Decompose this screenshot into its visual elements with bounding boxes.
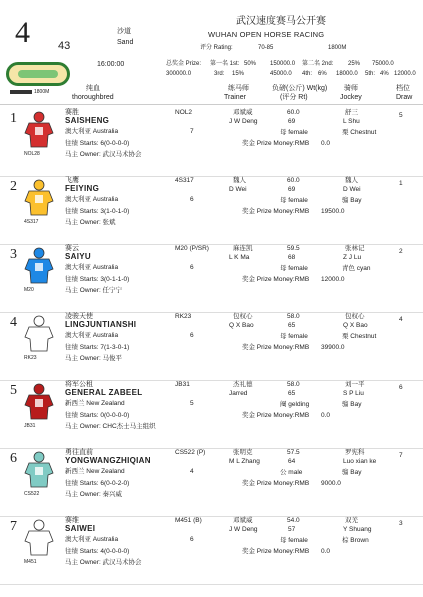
horse-color: 骝 Bay xyxy=(342,469,362,476)
prize-label: 总奖金 Prize: xyxy=(166,61,202,67)
horse-origin: 澳大利亚 Australia xyxy=(65,536,119,543)
prize-money xyxy=(242,480,341,487)
horse-name-en: FEIYING xyxy=(65,184,100,193)
horse-code: JB31 xyxy=(24,423,36,429)
race-title-cn: 武汉速度赛马公开赛 xyxy=(236,16,326,27)
horse-age: 6 xyxy=(190,332,194,339)
third-label: 3rd: xyxy=(214,71,225,77)
header-draw-en: Draw xyxy=(396,94,413,101)
prize-label: 奖金 Prize Money:RMB xyxy=(242,208,310,215)
prize-value: 0.0 xyxy=(321,412,331,419)
horse-name-en: LINGJUNTIANSHI xyxy=(65,320,137,329)
draw-number: 2 xyxy=(399,248,403,255)
horse-name-en: YONGWANGZHIQIAN xyxy=(65,456,151,465)
horse-owner: 马主 Owner: 秦兴威 xyxy=(65,491,123,498)
fifth-pct: 4% xyxy=(380,71,389,77)
header-trainer-en: Trainer xyxy=(224,94,246,101)
prize-total: 300000.0 xyxy=(166,71,192,77)
second-pct: 25% xyxy=(348,61,361,67)
fourth-pct: 6% xyxy=(318,71,327,77)
trainer-cn: 麻连凯 xyxy=(233,245,253,252)
draw-number: 7 xyxy=(399,452,403,459)
race-entry[interactable] xyxy=(0,515,423,585)
horse-age: 5 xyxy=(190,400,194,407)
prize-value: 9000.0 xyxy=(321,480,341,487)
jockey-silks-icon xyxy=(24,111,54,149)
horse-owner: 马主 Owner: 张斌 xyxy=(65,219,116,226)
rating-label: 评分 Rating: xyxy=(200,45,233,51)
header-rating: (评分 Rt) xyxy=(280,94,308,101)
entry-number: 6 xyxy=(10,451,17,466)
horse-gear: RK23 xyxy=(175,313,192,320)
horse-sex: 母 female xyxy=(280,265,308,272)
horse-origin: 澳大利亚 Australia xyxy=(65,196,119,203)
horse-name-en: GENERAL ZABEEL xyxy=(65,388,143,397)
trainer-en: M L Zhang xyxy=(229,458,260,465)
rating: 57 xyxy=(288,526,296,533)
header-breed-cn: 纯血 xyxy=(86,85,100,92)
horse-name-en: SAISHENG xyxy=(65,116,110,125)
third-amount: 45000.0 xyxy=(270,71,292,77)
header-jockey-en: Jockey xyxy=(340,94,362,101)
header-divider xyxy=(0,104,423,105)
header-trainer-cn: 练马师 xyxy=(228,85,249,92)
entry-number: 2 xyxy=(10,179,17,194)
header-draw-cn: 档位 xyxy=(396,85,410,92)
entry-number: 5 xyxy=(10,383,17,398)
prize-money xyxy=(242,140,330,147)
jockey-cn: 刘一平 xyxy=(345,381,365,388)
horse-name-cn: 凌骏天使 xyxy=(65,313,93,320)
horse-gear: 4S317 xyxy=(175,177,194,184)
prize-label: 奖金 Prize Money:RMB xyxy=(242,480,310,487)
track-scale-bar xyxy=(10,90,32,94)
prize-value: 19500.0 xyxy=(321,208,345,215)
weight: 59.5 xyxy=(287,245,300,252)
horse-owner: 马主 Owner: CHC杰士马主组织 xyxy=(65,423,156,430)
horse-owner: 马主 Owner: 武汉马术协会 xyxy=(65,151,142,158)
rating: 69 xyxy=(288,186,296,193)
rating: 65 xyxy=(288,322,296,329)
rating: 64 xyxy=(288,458,296,465)
fourth-label: 4th: xyxy=(302,71,313,77)
horse-starts: 往绩 Starts: 3(0-1-1-0) xyxy=(65,276,130,283)
horse-owner: 马主 Owner: 武汉马术协会 xyxy=(65,559,142,566)
horse-name-cn: 将军公租 xyxy=(65,381,93,388)
jockey-cn: 舒三 xyxy=(345,109,358,116)
horse-name-cn: 勇往直前 xyxy=(65,449,93,456)
horse-starts: 往绩 Starts: 6(0-0-0-0) xyxy=(65,140,130,147)
third-pct: 15% xyxy=(232,71,245,77)
trainer-cn: 魏人 xyxy=(233,177,246,184)
race-number: 4 xyxy=(15,16,30,49)
prize-label: 奖金 Prize Money:RMB xyxy=(242,412,310,419)
second-amount: 75000.0 xyxy=(372,61,394,67)
horse-sex: 母 female xyxy=(280,333,308,340)
jockey-en: S P Liu xyxy=(343,390,364,397)
weight: 58.0 xyxy=(287,313,300,320)
first-label: 第一名 1st: xyxy=(210,61,240,67)
horse-name-cn: 飞鹰 xyxy=(65,177,79,184)
horse-code: M451 xyxy=(24,559,37,565)
horse-sex: 母 female xyxy=(280,537,308,544)
horse-gear: JB31 xyxy=(175,381,190,388)
prize-label: 奖金 Prize Money:RMB xyxy=(242,140,310,147)
horse-code: M20 xyxy=(24,287,34,293)
horse-code: CS522 xyxy=(24,491,40,497)
horse-age: 6 xyxy=(190,536,194,543)
horse-color: 栗 Chestnut xyxy=(342,333,377,340)
weight: 57.5 xyxy=(287,449,300,456)
prize-value: 39900.0 xyxy=(321,344,345,351)
horse-sex: 公 male xyxy=(280,469,303,476)
prize-label: 奖金 Prize Money:RMB xyxy=(242,344,310,351)
draw-number: 4 xyxy=(399,316,403,323)
horse-age: 6 xyxy=(190,264,194,271)
trainer-en: J W Deng xyxy=(229,118,258,125)
horse-owner: 马主 Owner: 马俊平 xyxy=(65,355,123,362)
horse-color: 棕 Brown xyxy=(342,537,369,544)
surface-en: Sand xyxy=(117,39,134,46)
horse-name-cn: 赛胜 xyxy=(65,109,79,116)
rating: 69 xyxy=(288,118,296,125)
jockey-silks-icon xyxy=(24,179,54,217)
fourth-amount: 18000.0 xyxy=(336,71,358,77)
prize-money xyxy=(242,276,345,283)
jockey-en: Z J Lu xyxy=(343,254,362,261)
draw-number: 5 xyxy=(399,112,403,119)
horse-sex: 母 female xyxy=(280,129,308,136)
race-entry[interactable] xyxy=(0,311,423,381)
horse-origin: 澳大利亚 Australia xyxy=(65,332,119,339)
race-entry[interactable] xyxy=(0,175,423,245)
header-breed-en: thoroughbred xyxy=(72,94,114,101)
horse-starts: 往绩 Starts: 7(1-3-0-1) xyxy=(65,344,130,351)
horse-origin: 新西兰 New Zealand xyxy=(65,400,125,407)
horse-name-en: SAIWEI xyxy=(65,524,96,533)
trainer-en: J W Deng xyxy=(229,526,258,533)
trainer-cn: 邓斌威 xyxy=(233,517,253,524)
track-map xyxy=(6,62,70,86)
jockey-en: Y Shuang xyxy=(343,526,372,533)
horse-origin: 澳大利亚 Australia xyxy=(65,264,119,271)
jockey-en: D Wei xyxy=(343,186,361,193)
horse-gear: CS522 (P) xyxy=(175,449,206,456)
jockey-en: L Shu xyxy=(343,118,360,125)
prize-value: 12000.0 xyxy=(321,276,345,283)
entry-number: 7 xyxy=(10,519,17,534)
horse-code: RK23 xyxy=(24,355,37,361)
race-distance: 1800M xyxy=(328,45,347,51)
horse-sex: 阉 gelding xyxy=(280,401,310,408)
jockey-cn: 包权心 xyxy=(345,313,365,320)
jockey-cn: 张林记 xyxy=(345,245,365,252)
entry-number: 4 xyxy=(10,315,17,330)
race-entry[interactable] xyxy=(0,447,423,517)
horse-name-en: SAIYU xyxy=(65,252,91,261)
jockey-silks-icon xyxy=(24,315,54,353)
fifth-label: 5th: xyxy=(365,71,376,77)
race-entry[interactable] xyxy=(0,107,423,177)
horse-color: 骝 Bay xyxy=(342,197,362,204)
first-amount: 150000.0 xyxy=(270,61,296,67)
surface-cn: 沙道 xyxy=(117,28,131,35)
horse-age: 6 xyxy=(190,196,194,203)
rating-value: 70-85 xyxy=(258,45,274,51)
prize-money xyxy=(242,344,345,351)
weight: 60.0 xyxy=(287,109,300,116)
horse-code: NOL28 xyxy=(24,151,40,157)
race-entry[interactable] xyxy=(0,379,423,449)
prize-value: 0.0 xyxy=(321,140,331,147)
draw-number: 1 xyxy=(399,180,403,187)
horse-age: 4 xyxy=(190,468,194,475)
weight: 58.0 xyxy=(287,381,300,388)
jockey-cn: 罗宪科 xyxy=(345,449,365,456)
entry-number: 1 xyxy=(10,111,17,126)
horse-starts: 往绩 Starts: 6(0-0-2-0) xyxy=(65,480,130,487)
trainer-cn: 张明克 xyxy=(233,449,253,456)
horse-color: 青色 cyan xyxy=(342,265,371,272)
rating: 65 xyxy=(288,390,296,397)
draw-number: 3 xyxy=(399,520,403,527)
track-distance-label: 1800M xyxy=(34,89,50,95)
prize-label: 奖金 Prize Money:RMB xyxy=(242,548,310,555)
race-distance-code: 43 xyxy=(58,40,71,52)
horse-gear: NOL2 xyxy=(175,109,192,116)
jockey-silks-icon xyxy=(24,451,54,489)
trainer-en: Jarred xyxy=(229,390,248,397)
trainer-en: L K Ma xyxy=(229,254,250,261)
first-pct: 50% xyxy=(244,61,257,67)
horse-color: 栗 Chestnut xyxy=(342,129,377,136)
trainer-cn: 杰礼德 xyxy=(233,381,253,388)
trainer-cn: 包权心 xyxy=(233,313,253,320)
jockey-silks-icon xyxy=(24,247,54,285)
race-time: 16:00:00 xyxy=(97,61,125,68)
prize-money xyxy=(242,548,330,555)
jockey-silks-icon xyxy=(24,383,54,421)
prize-money xyxy=(242,412,330,419)
prize-money xyxy=(242,208,345,215)
rating: 68 xyxy=(288,254,296,261)
prize-label: 奖金 Prize Money:RMB xyxy=(242,276,310,283)
horse-sex: 母 female xyxy=(280,197,308,204)
jockey-cn: 双羌 xyxy=(345,517,358,524)
draw-number: 6 xyxy=(399,384,403,391)
race-entry[interactable] xyxy=(0,243,423,313)
prize-value: 0.0 xyxy=(321,548,331,555)
track-infield xyxy=(18,70,58,78)
trainer-en: D Wei xyxy=(229,186,247,193)
trainer-en: Q X Bao xyxy=(229,322,254,329)
horse-origin: 新西兰 New Zealand xyxy=(65,468,125,475)
jockey-en: Q X Bao xyxy=(343,322,368,329)
weight: 60.0 xyxy=(287,177,300,184)
trainer-cn: 邓斌威 xyxy=(233,109,253,116)
horse-name-cn: 赛云 xyxy=(65,245,79,252)
race-title-en: WUHAN OPEN HORSE RACING xyxy=(208,30,325,39)
horse-name-cn: 赛维 xyxy=(65,517,79,524)
horse-gear: M451 (B) xyxy=(175,517,202,524)
entry-number: 3 xyxy=(10,247,17,262)
horse-age: 7 xyxy=(190,128,194,135)
horse-starts: 往绩 Starts: 0(0-0-0-0) xyxy=(65,412,130,419)
jockey-en: Luo xian ke xyxy=(343,458,377,465)
horse-gear: M20 (P/SR) xyxy=(175,245,209,252)
horse-starts: 往绩 Starts: 4(0-0-0-0) xyxy=(65,548,130,555)
horse-code: 4S317 xyxy=(24,219,39,225)
jockey-cn: 魏人 xyxy=(345,177,358,184)
horse-origin: 澳大利亚 Australia xyxy=(65,128,119,135)
horse-owner: 马主 Owner: 任宁宁 xyxy=(65,287,123,294)
fifth-amount: 12000.0 xyxy=(394,71,416,77)
second-label: 第二名 2nd: xyxy=(302,61,334,67)
header-jockey-cn: 骑师 xyxy=(344,85,358,92)
jockey-silks-icon xyxy=(24,519,54,557)
weight: 54.0 xyxy=(287,517,300,524)
entry-divider xyxy=(0,584,423,585)
horse-starts: 往绩 Starts: 3(1-0-1-0) xyxy=(65,208,130,215)
horse-color: 骝 Bay xyxy=(342,401,362,408)
header-weight: 负磅(公斤) Wt(kg) xyxy=(272,85,328,92)
